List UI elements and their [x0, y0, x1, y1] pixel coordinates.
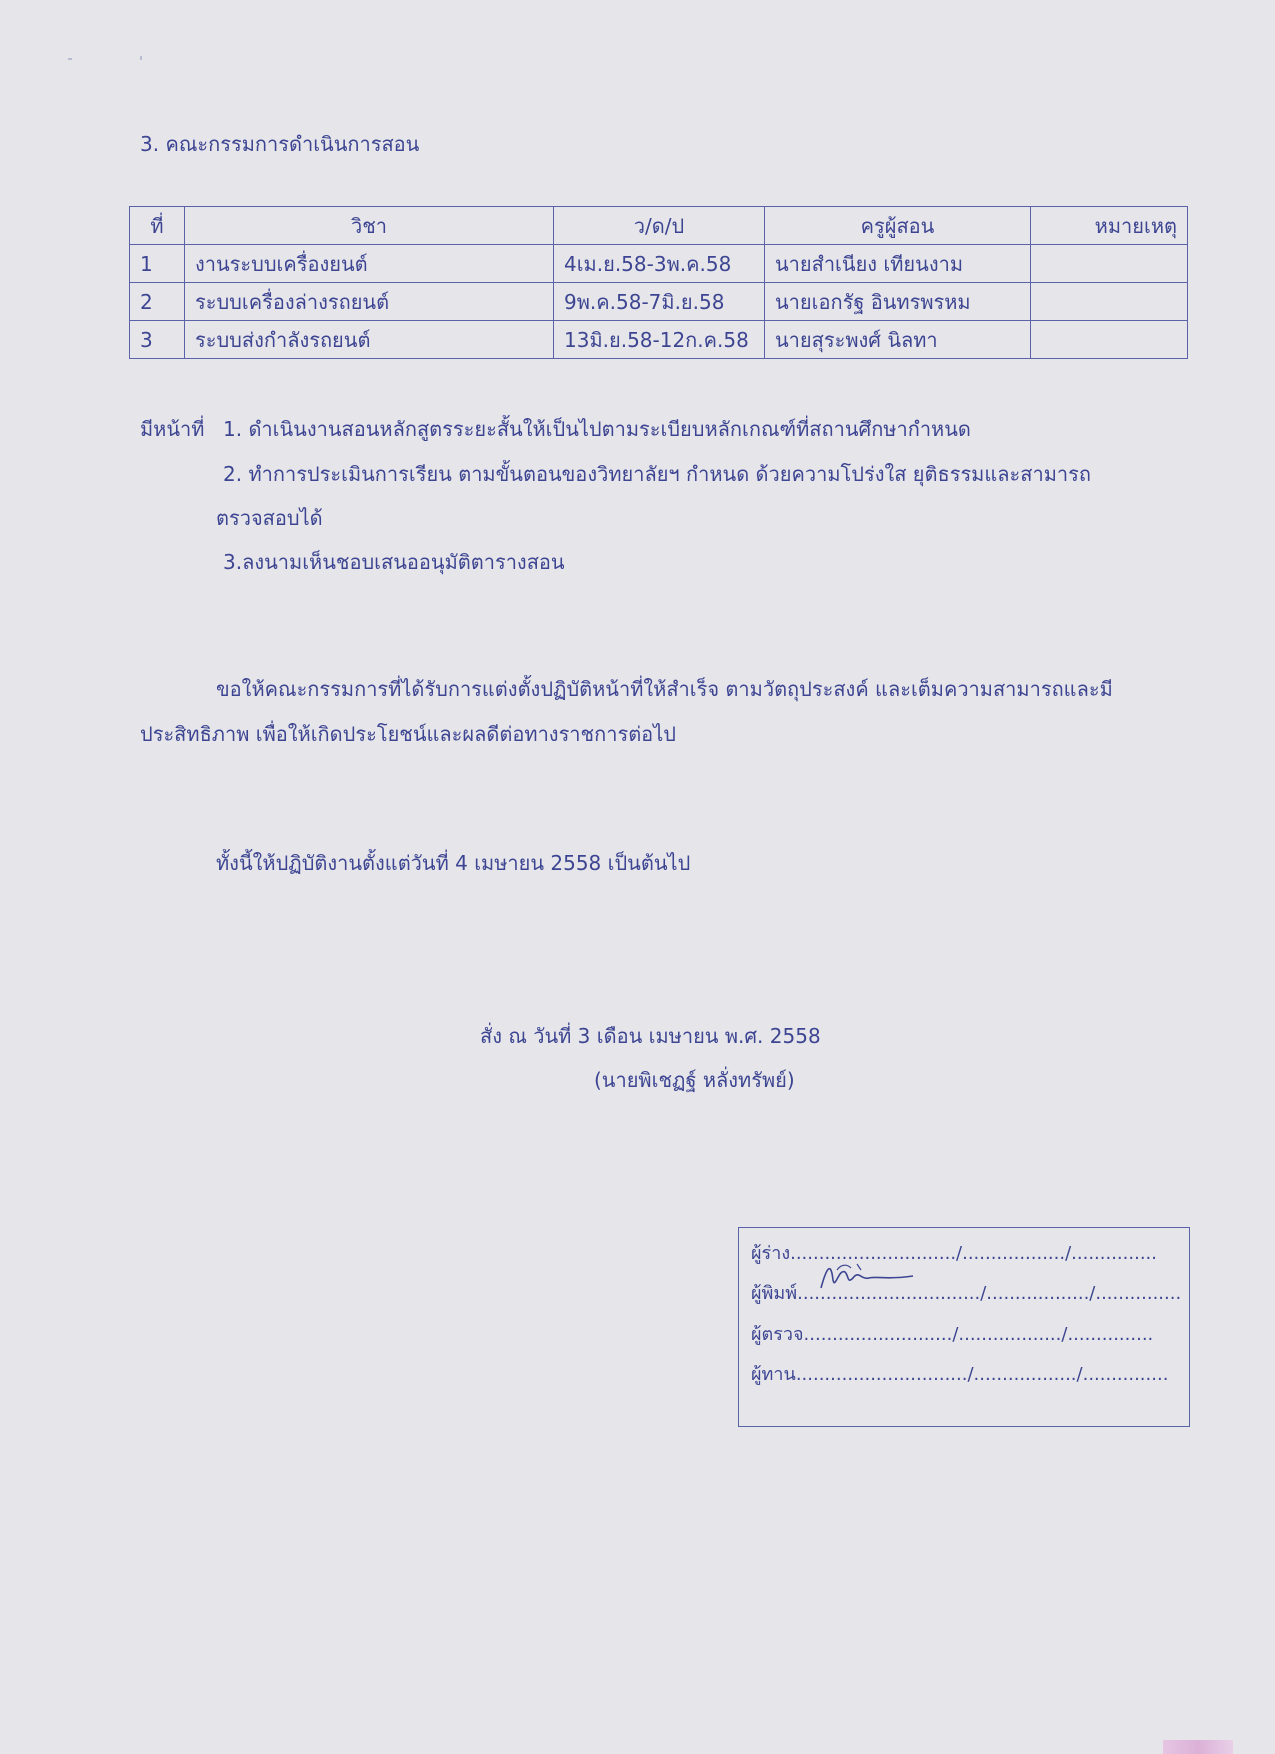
request-paragraph-line-1: ขอให้คณะกรรมการที่ได้รับการแต่งตั้งปฏิบัติหน้าที่ให้สำเร็จ ตามวัตถุประสงค์ และเต็มความสามารถและมี: [216, 677, 1113, 701]
scan-speck: [140, 56, 142, 60]
cell-date: 13มิ.ย.58-12ก.ค.58: [554, 321, 765, 359]
cell-date: 4เม.ย.58-3พ.ค.58: [554, 245, 765, 283]
request-paragraph-line-2: ประสิทธิภาพ เพื่อให้เกิดประโยชน์และผลดีต่อทางราชการต่อไป: [140, 722, 676, 746]
cell-no: 2: [130, 283, 185, 321]
stamp-typist: ผู้พิมพ์................................/................../...............: [751, 1283, 1182, 1304]
order-date: สั่ง ณ วันที่ 3 เดือน เมษายน พ.ศ. 2558: [480, 1024, 821, 1048]
signer-name: (นายพิเชฏฐ์ หลั่งทรัพย์): [594, 1068, 795, 1092]
table-row: [130, 283, 1188, 321]
table-row: [130, 245, 1188, 283]
committee-table: [129, 206, 1188, 359]
duty-item-2: 2. ทำการประเมินการเรียน ตามขั้นตอนของวิทยาลัยฯ กำหนด ด้วยความโปร่งใส ยุติธรรมและสามารถ: [223, 462, 1091, 486]
effective-date: ทั้งนี้ให้ปฏิบัติงานตั้งแต่วันที่ 4 เมษายน 2558 เป็นต้นไป: [216, 851, 691, 875]
cell-teacher: นายสำเนียง เทียนงาม: [765, 245, 1031, 283]
section-title: 3. คณะกรรมการดำเนินการสอน: [140, 132, 420, 156]
cell-teacher: นายสุระพงศ์ นิลทา: [765, 321, 1031, 359]
approval-stamp-box: [738, 1227, 1190, 1427]
table-header-row: [130, 207, 1188, 245]
stamp-draft: ผู้ร่าง............................./................../...............: [751, 1243, 1157, 1264]
duty-item-2-cont: ตรวจสอบได้: [216, 506, 323, 530]
duty-item-3: 3.ลงนามเห็นชอบเสนออนุมัติตารางสอน: [223, 550, 565, 574]
cell-subject: ระบบส่งกำลังรถยนต์: [185, 321, 554, 359]
cell-subject: งานระบบเครื่องยนต์: [185, 245, 554, 283]
scan-speck: [68, 58, 72, 60]
header-teacher: ครูผู้สอน: [765, 207, 1031, 245]
stamp-checker: ผู้ตรวจ........................../................../...............: [751, 1324, 1154, 1345]
cell-subject: ระบบเครื่องล่างรถยนต์: [185, 283, 554, 321]
table-row: [130, 321, 1188, 359]
scan-edge-mark: [1163, 1740, 1233, 1754]
handwritten-initial-signature: [817, 1258, 917, 1294]
cell-teacher: นายเอกรัฐ อินทรพรหม: [765, 283, 1031, 321]
header-date: ว/ด/ป: [554, 207, 765, 245]
cell-date: 9พ.ค.58-7มิ.ย.58: [554, 283, 765, 321]
cell-note: [1031, 245, 1188, 283]
header-subject: วิชา: [185, 207, 554, 245]
cell-no: 1: [130, 245, 185, 283]
duty-item-1: 1. ดำเนินงานสอนหลักสูตรระยะสั้นให้เป็นไปตามระเบียบหลักเกณฑ์ที่สถานศึกษากำหนด: [223, 417, 971, 441]
header-no: ที่: [130, 207, 185, 245]
duties-label: มีหน้าที่: [140, 417, 205, 441]
cell-no: 3: [130, 321, 185, 359]
header-note: หมายเหตุ: [1031, 207, 1188, 245]
cell-note: [1031, 283, 1188, 321]
stamp-reviewer: ผู้ทาน............................../................../...............: [751, 1364, 1169, 1385]
cell-note: [1031, 321, 1188, 359]
